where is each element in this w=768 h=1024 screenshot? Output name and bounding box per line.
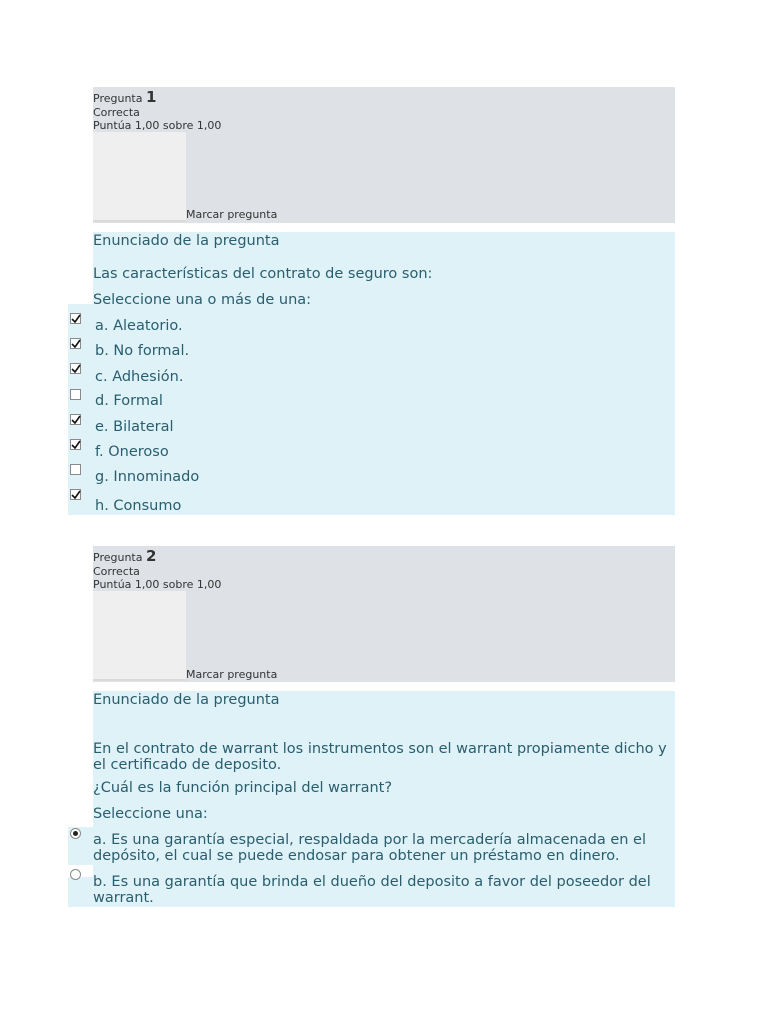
- question-1-score: Puntúa 1,00 sobre 1,00: [93, 119, 222, 132]
- question-1-indent: [68, 232, 93, 304]
- question-2-prompt: Seleccione una:: [93, 806, 208, 822]
- option-b-label[interactable]: b. No formal.: [95, 343, 190, 359]
- option-a-label[interactable]: a. Aleatorio.: [95, 318, 183, 334]
- question-2-flag-box: [93, 591, 186, 681]
- question-2-info: [93, 546, 675, 682]
- option-c-checkbox[interactable]: [70, 363, 81, 374]
- question-1-info: [93, 87, 675, 223]
- option-a-label[interactable]: a. Es una garantía especial, respaldada por la mercadería almacenada en el depósito, el cual se puede endosar para obtener un préstamo en dinero.: [93, 832, 646, 864]
- checkmark-icon: [71, 339, 81, 349]
- question-1-heading: Enunciado de la pregunta: [93, 233, 280, 249]
- question-2-content: [68, 691, 675, 907]
- option-g-checkbox[interactable]: [70, 464, 81, 475]
- question-2-question: ¿Cuál es la función principal del warrant?: [93, 780, 393, 796]
- option-e-label[interactable]: e. Bilateral: [95, 419, 174, 435]
- question-1-content: [68, 232, 675, 515]
- question-1-prompt: Seleccione una o más de una:: [93, 292, 312, 308]
- radio-selected-dot: [73, 831, 78, 836]
- option-f-label[interactable]: f. Oneroso: [95, 444, 169, 460]
- question-1-title: Pregunta 1: [93, 88, 157, 106]
- option-b-label[interactable]: b. Es una garantía que brinda el dueño del deposito a favor del poseedor del warrant.: [93, 874, 651, 906]
- checkmark-icon: [71, 415, 81, 425]
- option-b-radio[interactable]: [70, 869, 81, 880]
- question-2-text: En el contrato de warrant los instrumentos son el warrant propiamente dicho y el certificado de deposito.: [93, 741, 667, 773]
- option-e-checkbox[interactable]: [70, 414, 81, 425]
- option-a-checkbox[interactable]: [70, 313, 81, 324]
- question-1-flag-link[interactable]: Marcar pregunta: [186, 208, 278, 221]
- option-d-checkbox[interactable]: [70, 389, 81, 400]
- option-c-label[interactable]: c. Adhesión.: [95, 369, 184, 385]
- option-f-checkbox[interactable]: [70, 439, 81, 450]
- question-2-title: Pregunta 2: [93, 547, 157, 565]
- question-1-flag-box: [93, 132, 186, 222]
- question-2-indent: [68, 691, 93, 827]
- question-2-number: 2: [145, 547, 157, 565]
- checkmark-icon: [71, 314, 81, 324]
- question-1-status: Correcta: [93, 106, 140, 119]
- option-h-checkbox[interactable]: [70, 489, 81, 500]
- checkmark-icon: [71, 490, 81, 500]
- question-2-score: Puntúa 1,00 sobre 1,00: [93, 578, 222, 591]
- checkmark-icon: [71, 364, 81, 374]
- option-g-label[interactable]: g. Innominado: [95, 469, 200, 485]
- option-b-checkbox[interactable]: [70, 338, 81, 349]
- option-h-label[interactable]: h. Consumo: [95, 498, 182, 514]
- question-1-number: 1: [145, 88, 157, 106]
- question-2-heading: Enunciado de la pregunta: [93, 692, 280, 708]
- question-1-text: Las características del contrato de seguro son:: [93, 266, 433, 282]
- question-2-flag-link[interactable]: Marcar pregunta: [186, 668, 278, 681]
- question-2-status: Correcta: [93, 565, 140, 578]
- option-a-radio[interactable]: [70, 828, 81, 839]
- option-d-label[interactable]: d. Formal: [95, 393, 163, 409]
- checkmark-icon: [71, 440, 81, 450]
